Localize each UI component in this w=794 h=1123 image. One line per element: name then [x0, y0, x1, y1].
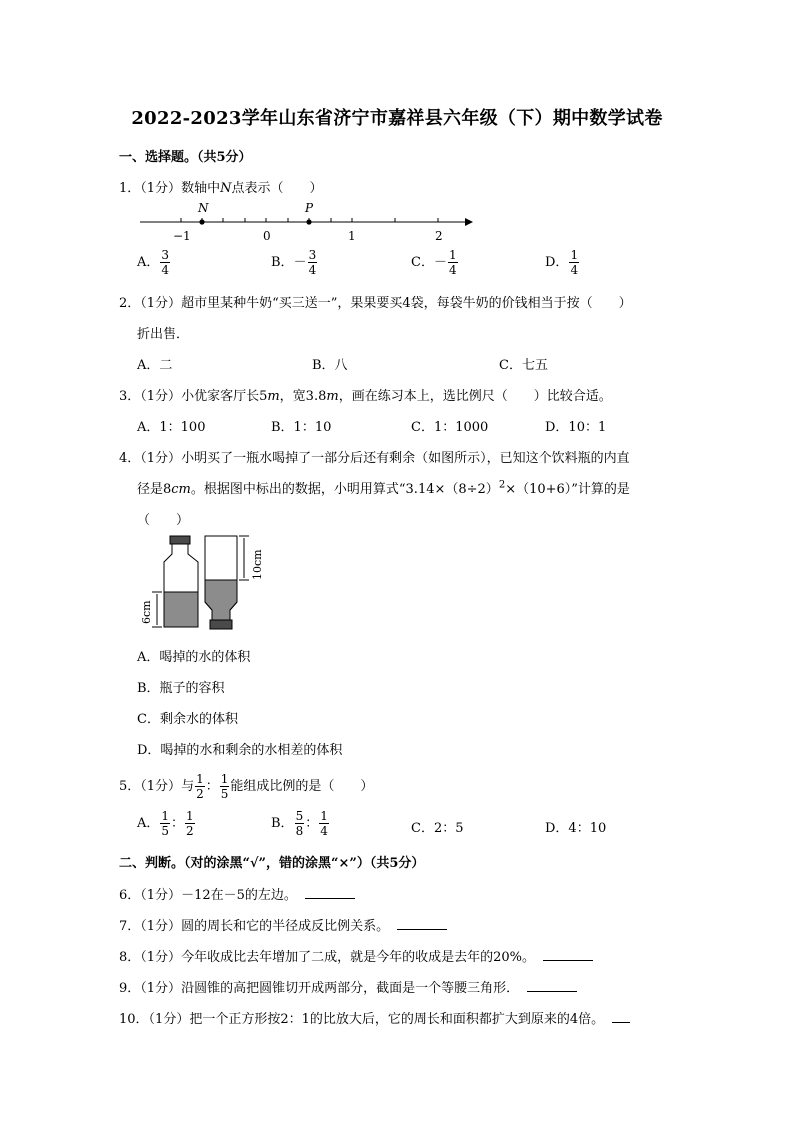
arrow-head-icon: [465, 218, 473, 226]
fraction: $\frac{5}{8}$: [295, 809, 304, 838]
option-b[interactable]: B．八: [312, 358, 348, 373]
option-a[interactable]: A．喝掉的水的体积: [137, 650, 251, 665]
answer-blank[interactable]: [527, 978, 577, 992]
question-10: 10．（1分）把一个正方形按2：1的比放大后，它的周长和面积都扩大到原来的4倍。: [119, 1008, 630, 1027]
tick-label: 1: [348, 229, 356, 243]
option-c[interactable]: C．1：1000: [411, 420, 489, 435]
point-n-dot: [199, 219, 204, 224]
option-b[interactable]: B． $\frac{5}{8}$ ： $\frac{1}{4}$: [271, 809, 328, 838]
option-a[interactable]: A． $\frac{3}{4}$: [137, 248, 170, 277]
fraction: $\frac{1}{5}$: [220, 772, 229, 801]
option-b[interactable]: B．1：10: [271, 420, 332, 435]
label-10cm: 10cm: [251, 549, 264, 580]
option-d[interactable]: D． $\frac{1}{4}$: [545, 248, 579, 277]
answer-blank[interactable]: [612, 1009, 630, 1023]
tick-label: 2: [435, 229, 443, 243]
question-text: 数轴中: [181, 181, 221, 196]
bottle-figure: [136, 532, 266, 636]
number-line-figure: [135, 198, 480, 244]
option-b[interactable]: B．－ $\frac{3}{4}$: [271, 248, 317, 277]
option-b[interactable]: B．瓶子的容积: [137, 681, 225, 696]
option-d[interactable]: D．喝掉的水和剩余的水相差的体积: [137, 743, 343, 758]
option-c[interactable]: C．－ $\frac{1}{4}$: [411, 248, 457, 277]
fraction: $\frac{1}{5}$: [161, 809, 170, 838]
option-c[interactable]: C．2：5: [411, 821, 464, 836]
section-heading-judge: 二、判断。（对的涂黑“√”，错的涂黑“×”）（共5分）: [119, 856, 425, 871]
question-3: 3．（1分）小优家客厅长5m，宽3.8m，画在练习本上，选比例尺（ ）比较合适。: [119, 389, 612, 404]
option-c[interactable]: C．剩余水的体积: [137, 712, 238, 727]
bottle-cap: [210, 620, 232, 629]
bottle-cap: [170, 536, 190, 544]
question-6: 6．（1分）－12在－5的左边。: [119, 884, 355, 903]
question-5: 5．（1分）与 $\frac{1}{2}$ ： $\frac{1}{5}$ 能组成比例的是（ ）: [119, 772, 374, 801]
label-6cm: 6cm: [140, 600, 153, 624]
fraction: $\frac{1}{2}$: [196, 772, 204, 801]
tick-label: 0: [263, 229, 271, 243]
question-2: 2．（1分）超市里某种牛奶“买三送一”，果果要买4袋，每袋牛奶的价钱相当于按（ ）: [119, 296, 632, 311]
answer-blank[interactable]: [305, 885, 355, 899]
point-p-dot: [306, 219, 311, 224]
fraction: $\frac{1}{4}$: [570, 248, 579, 277]
fraction: $\frac{1}{2}$: [186, 809, 194, 838]
question-score: （1分）: [140, 181, 182, 196]
option-a[interactable]: A．二: [137, 358, 173, 373]
water-remaining: [164, 592, 198, 627]
option-a[interactable]: A． $\frac{1}{5}$ ： $\frac{1}{2}$: [137, 809, 194, 838]
tick-label: −1: [173, 229, 191, 243]
question-1: [119, 177, 322, 196]
option-d[interactable]: D．4：10: [545, 821, 607, 836]
fraction: $\frac{1}{4}$: [320, 809, 328, 838]
question-4-line2: 径是8cm。根据图中标出的数据，小明用算式“$3.14\times(8\div 2)^2\times(10+6)$”计算的是: [137, 479, 630, 497]
page-title: 2022-2023学年山东省济宁市嘉祥县六年级（下）期中数学试卷: [131, 108, 663, 129]
question-7: 7．（1分）圆的周长和它的半径成反比例关系。: [119, 915, 447, 934]
answer-blank[interactable]: [397, 916, 447, 930]
question-text: 点表示（ ）: [231, 181, 323, 196]
question-2-line2: 折出售．: [137, 327, 190, 342]
option-a[interactable]: A．1：100: [137, 420, 206, 435]
question-4: 4．（1分）小明买了一瓶水喝掉了一部分后还有剩余（如图所示），已知这个饮料瓶的内直: [119, 451, 630, 466]
answer-blank[interactable]: [543, 947, 593, 961]
fraction: $\frac{3}{4}$: [161, 248, 170, 277]
option-d[interactable]: D．10：1: [545, 420, 607, 435]
question-number: 1．: [119, 181, 141, 196]
question-9: 9．（1分）沿圆锥的高把圆锥切开成两部分，截面是一个等腰三角形．: [119, 977, 577, 996]
fraction: $\frac{1}{4}$: [448, 248, 457, 277]
point-n-label: N: [198, 201, 209, 215]
question-8: 8．（1分）今年收成比去年增加了二成，就是今年的收成是去年的20%。: [119, 946, 593, 965]
question-4-line3: （ ）: [137, 513, 190, 528]
variable-n: N: [220, 181, 232, 196]
point-p-label: P: [305, 201, 314, 215]
fraction: $\frac{3}{4}$: [308, 248, 317, 277]
section-heading-choice: 一、选择题。（共5分）: [119, 150, 252, 165]
water-inverted: [205, 580, 237, 620]
option-c[interactable]: C．七五: [499, 358, 548, 373]
